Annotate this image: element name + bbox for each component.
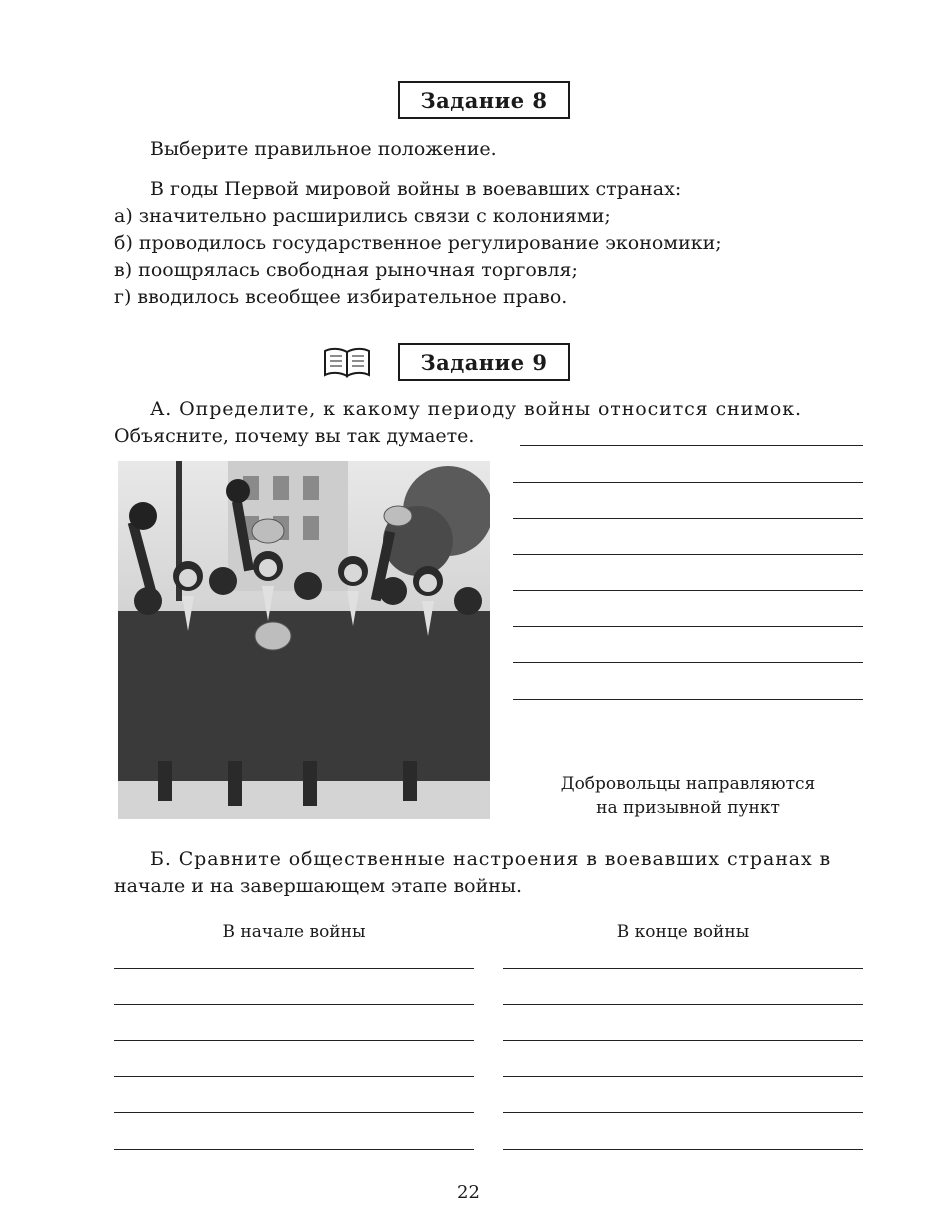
task9-part-b-line2: начале и на завершающем этапе войны. <box>114 875 523 897</box>
task8-instruction: Выберите правильное положение. <box>150 138 497 160</box>
task8-option-c: в) поощрялась свободная рыночная торговля; <box>114 259 578 281</box>
column-left-header: В начале войны <box>222 922 366 942</box>
book-icon <box>322 345 372 379</box>
answer-line-left[interactable] <box>114 1149 474 1150</box>
photo-caption-line1: Добровольцы направляются <box>560 774 816 794</box>
answer-line[interactable] <box>513 699 863 700</box>
volunteers-photo <box>118 461 490 819</box>
task9-part-a-line1: А. Определите, к какому периоду войны относится снимок. <box>150 398 802 420</box>
answer-line-left[interactable] <box>114 1004 474 1005</box>
answer-line[interactable] <box>513 482 863 483</box>
task8-question: В годы Первой мировой войны в воевавших странах: <box>150 178 682 200</box>
photo-caption-line2: на призывной пункт <box>596 798 780 818</box>
answer-line-left[interactable] <box>114 1076 474 1077</box>
answer-line-right[interactable] <box>503 1149 863 1150</box>
task8-option-b: б) проводилось государственное регулирование экономики; <box>114 232 722 254</box>
answer-line-left[interactable] <box>114 1040 474 1041</box>
column-right-header: В конце войны <box>616 922 750 942</box>
task9-part-b-line1: Б. Сравните общественные настроения в воевавших странах в <box>150 848 832 870</box>
answer-line[interactable] <box>513 626 863 627</box>
task9-part-a-line2: Объясните, почему вы так думаете. <box>114 425 475 447</box>
answer-line-right[interactable] <box>503 1040 863 1041</box>
answer-line[interactable] <box>520 445 863 446</box>
page-number: 22 <box>457 1182 480 1203</box>
task9-title: Задание 9 <box>398 343 570 381</box>
answer-line[interactable] <box>513 590 863 591</box>
answer-line-right[interactable] <box>503 1004 863 1005</box>
answer-line[interactable] <box>513 554 863 555</box>
answer-line-left[interactable] <box>114 968 474 969</box>
task8-title: Задание 8 <box>398 81 570 119</box>
answer-line-right[interactable] <box>503 1112 863 1113</box>
answer-line-right[interactable] <box>503 1076 863 1077</box>
task8-option-d: г) вводилось всеобщее избирательное право. <box>114 286 568 308</box>
answer-line-left[interactable] <box>114 1112 474 1113</box>
task8-option-a: а) значительно расширились связи с колониями; <box>114 205 611 227</box>
answer-line-right[interactable] <box>503 968 863 969</box>
answer-line[interactable] <box>513 518 863 519</box>
answer-line[interactable] <box>513 662 863 663</box>
